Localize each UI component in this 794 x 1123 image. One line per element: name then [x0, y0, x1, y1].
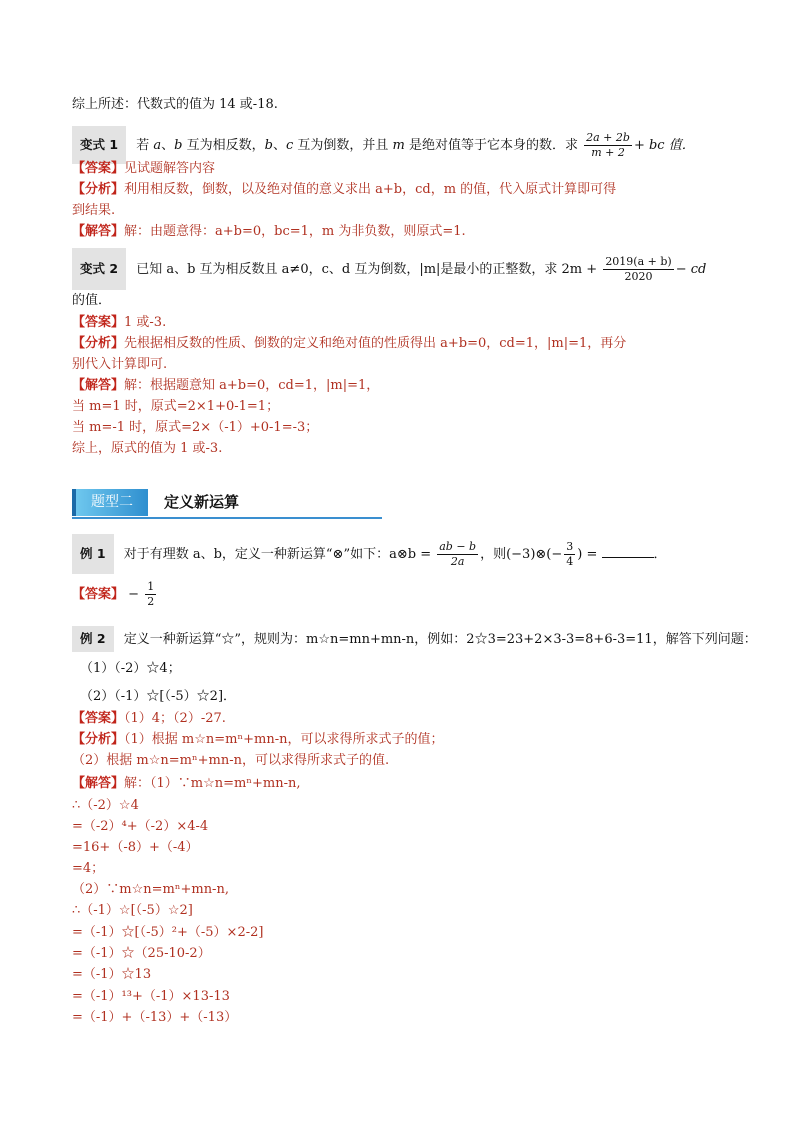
variant-2-fraction: $\frac{2019(a + b)}{2020}$ [605, 255, 672, 283]
example-2-analysis-cont: （2）根据 m☆n=mⁿ+mn-n，可以求得所求式子的值. [72, 753, 390, 768]
variant-1-solution: 【解答】解：由题意得：a+b=0，bc=1，m 为非负数，则原式=1. [72, 224, 466, 239]
header-divider [72, 517, 382, 519]
example-2-analysis: 【分析】（1）根据 m☆n=mⁿ+mn-n，可以求得所求式子的值； [72, 732, 444, 747]
solution-step: ∴（-1）☆[（-5）☆2] [72, 903, 193, 918]
example-1-answer-fraction: $\frac{1}{2}$ [147, 580, 155, 608]
question-type-title: 定义新运算 [164, 493, 240, 511]
variant-1-analysis-cont: 到结果. [72, 203, 116, 218]
variant-2-solution-line: 综上，原式的值为 1 或-3. [72, 441, 223, 456]
example-1-tag: 例 1 [72, 534, 114, 574]
example-1-fraction-2: $\frac{3}{4}$ [566, 540, 574, 568]
variant-1-question: 变式 1 若 a、b 互为相反数，b、c 互为倒数，并且 m 是绝对值等于它本身的数．求 $\frac{2a + 2b}{m + 2}$ + bc 值． [72, 126, 695, 160]
solution-step: =（-1）☆（25-10-2） [72, 946, 211, 961]
example-1-fraction: $\frac{ab - b}{2a}$ [439, 540, 477, 568]
variant-1-analysis: 【分析】利用相反数，倒数，以及绝对值的意义求出 a+b，cd，m 的值，代入原式计算即可得 [72, 182, 617, 197]
example-2-solution: 【解答】解：（1）∵m☆n=mⁿ+mn-n, [72, 776, 301, 791]
solution-step: =（-1）☆13 [72, 967, 152, 982]
variant-2-tag: 变式 2 [72, 248, 126, 290]
solution-step: ∴（-2）☆4 [72, 798, 139, 813]
variant-2-question-cont: 的值． [72, 293, 112, 308]
variant-2-solution-line: 当 m=-1 时，原式=2×（-1）+0-1=-3； [72, 420, 319, 435]
variant-2-question: 变式 2 已知 a、b 互为相反数且 a≠0，c、d 互为倒数，|m|是最小的正整数，求 2m + $\frac{2019(a + b)}{2020}$ − cd [72, 248, 706, 286]
answer-blank [602, 545, 654, 558]
solution-step: =（-1）¹³+（-1）×13-13 [72, 989, 230, 1004]
example-2-tag: 例 2 [72, 626, 114, 652]
variant-2-answer: 【答案】1 或-3. [72, 315, 167, 330]
solution-step: =（-1）+（-13）+（-13） [72, 1010, 238, 1025]
example-2-subquestion: （1）（-2）☆4； [80, 661, 181, 676]
variant-2-solution: 【解答】解：根据题意知 a+b=0，cd=1，|m|=1， [72, 378, 380, 393]
question-type-badge: 题型二 [72, 489, 148, 516]
solution-step: =（-1）☆[（-5）²+（-5）×2-2] [72, 925, 264, 940]
solution-step: （2）∵m☆n=mⁿ+mn-n, [72, 882, 229, 897]
variant-2-analysis: 【分析】先根据相反数的性质、倒数的定义和绝对值的性质得出 a+b=0，cd=1，|m|=1，再分 [72, 336, 627, 351]
example-2-answer: 【答案】（1）4；（2）-27. [72, 711, 226, 726]
variant-1-tag: 变式 1 [72, 126, 126, 164]
variant-2-analysis-cont: 别代入计算即可. [72, 357, 168, 372]
example-2-subquestion: （2）（-1）☆[（-5）☆2]． [80, 689, 237, 704]
variant-1-fraction: $\frac{2a + 2b}{m + 2}$ [586, 131, 630, 159]
question-type-header [72, 489, 382, 519]
summary-line: 综上所述：代数式的值为 14 或-18. [72, 97, 278, 112]
example-2-question: 例 2 定义一种新运算“☆”，规则为：m☆n=mn+mn-n，例如：2☆3=23+2×3-3=8+6-3=11，解答下列问题： [72, 626, 757, 652]
solution-step: =16+（-8）+（-4） [72, 840, 199, 855]
solution-step: =4； [72, 861, 105, 876]
example-1-answer: 【答案】 − $\frac{1}{2}$ [72, 580, 155, 608]
variant-1-answer: 【答案】见试题解答内容 [72, 161, 216, 176]
solution-step: =（-2）⁴+（-2）×4-4 [72, 819, 209, 834]
variant-2-solution-line: 当 m=1 时，原式=2×1+0-1=1； [72, 399, 280, 414]
example-1-question: 例 1 对于有理数 a、b，定义一种新运算“⊗”如下：a⊗b = $\frac{ab - b}{2a}$ ，则(−3)⊗(− $\frac{3}{4}$ ) = ． [72, 534, 667, 570]
